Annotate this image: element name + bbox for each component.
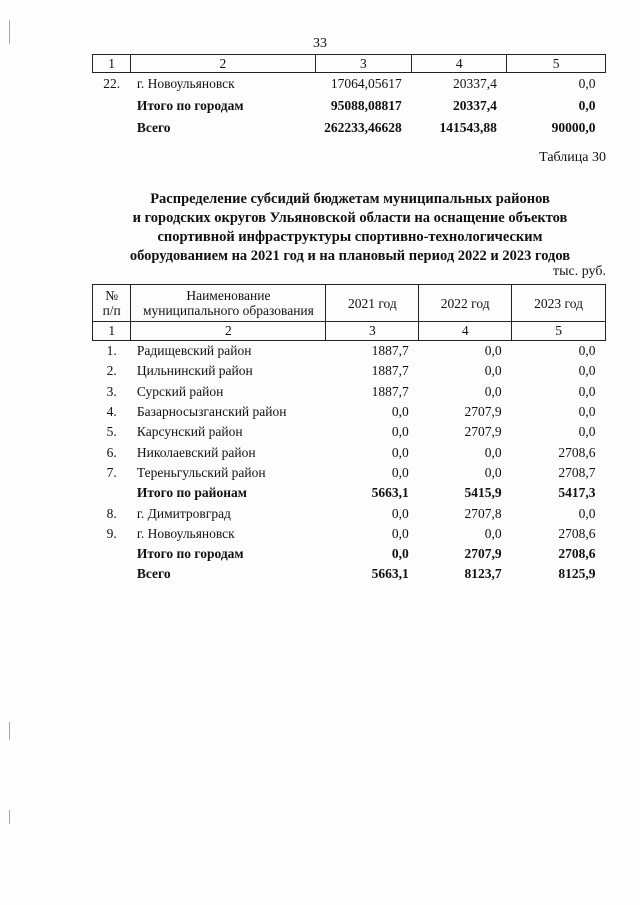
row-value-2023: 2708,6 — [558, 546, 596, 562]
row-name: г. Димитровград — [136, 505, 231, 521]
row-value-2023: 0,0 — [578, 363, 596, 379]
row-name: Всего — [136, 120, 171, 135]
row-name: г. Новоульяновск — [136, 525, 235, 541]
row-value-2021: 0,0 — [391, 464, 409, 480]
index-cell: 2 — [131, 322, 326, 341]
row-value-2021: 5663,1 — [371, 566, 409, 582]
row-name: Радищевский район — [136, 343, 252, 359]
row-value-2023: 2708,7 — [558, 464, 596, 480]
row-value-2022: 2707,9 — [464, 404, 502, 420]
row-value-2021: 17064,05617 — [330, 76, 402, 91]
row-value-2022: 0,0 — [484, 525, 502, 541]
row-name: г. Новоульяновск — [136, 76, 235, 91]
row-value-2023: 5417,3 — [558, 485, 596, 501]
table-total-row — [93, 95, 606, 117]
row-value-2022: 20337,4 — [452, 76, 497, 91]
row-value-2021: 1887,7 — [371, 343, 409, 359]
row-name: Сурский район — [136, 383, 224, 399]
row-value-2023: 0,0 — [578, 505, 596, 521]
subsidy-table — [92, 284, 606, 585]
header-num — [93, 285, 131, 322]
page-number: 33 — [313, 36, 327, 51]
row-name: Николаевский район — [136, 444, 256, 460]
index-cell: 3 — [326, 322, 419, 341]
table-row — [93, 422, 606, 442]
table-row — [93, 463, 606, 483]
table-row — [93, 341, 606, 362]
row-name: Базарносызганский район — [136, 404, 287, 420]
row-value-2022: 0,0 — [484, 464, 502, 480]
row-name: Итого по городам — [136, 546, 244, 562]
table-total-row — [93, 117, 606, 139]
row-value-2022: 0,0 — [484, 444, 502, 460]
row-value-2021: 1887,7 — [371, 383, 409, 399]
table-row — [93, 503, 606, 523]
row-value-2023: 90000,0 — [551, 120, 596, 135]
row-value-2022: 2707,8 — [464, 505, 502, 521]
row-value-2023: 0,0 — [578, 404, 596, 420]
row-value-2021: 95088,08817 — [330, 98, 402, 113]
table-row — [93, 361, 606, 381]
table-index-row — [93, 55, 606, 73]
table-index-row — [93, 322, 606, 341]
row-value-2022: 20337,4 — [452, 98, 497, 113]
row-value-2021: 0,0 — [391, 404, 409, 420]
row-number: 8. — [106, 505, 117, 521]
header-year-2021: 2021 год — [326, 285, 419, 322]
row-number: 3. — [106, 383, 117, 399]
header-name — [131, 285, 326, 322]
row-value-2023: 0,0 — [578, 383, 596, 399]
index-cell: 1 — [93, 322, 131, 341]
row-number — [93, 564, 131, 584]
units-label: тыс. руб. — [553, 264, 606, 279]
row-number — [93, 483, 131, 503]
title-line: оборудованием на 2021 год и на плановый период 2022 и 2023 годов — [129, 248, 571, 264]
row-value-2021: 0,0 — [391, 505, 409, 521]
table-row — [93, 442, 606, 462]
title-line: спортивной инфраструктуры спортивно-технологическим — [157, 229, 543, 245]
index-cell: 5 — [507, 55, 606, 73]
row-number: 6. — [106, 444, 117, 460]
scan-mark — [9, 20, 10, 44]
row-name: Карсунский район — [136, 424, 243, 440]
header-name-line1: Наименование — [186, 288, 271, 303]
row-name: Тереньгульский район — [136, 464, 266, 480]
table-row — [93, 382, 606, 402]
title-line: и городских округов Ульяновской области на оснащение объектов — [132, 210, 568, 226]
table-label: Таблица 30 — [539, 150, 606, 165]
row-number: 5. — [106, 424, 117, 440]
row-value-2021: 0,0 — [391, 424, 409, 440]
row-value-2021: 1887,7 — [371, 363, 409, 379]
row-value-2022: 0,0 — [484, 343, 502, 359]
scan-mark — [9, 722, 10, 740]
index-cell: 3 — [315, 55, 412, 73]
row-value-2021: 262233,46628 — [324, 120, 402, 135]
row-number: 22. — [103, 76, 121, 91]
row-name: Итого по городам — [136, 98, 244, 113]
row-value-2023: 2708,6 — [558, 444, 596, 460]
row-value-2021: 0,0 — [391, 525, 409, 541]
header-year-2022: 2022 год — [419, 285, 512, 322]
table-row — [93, 402, 606, 422]
header-num-line2: п/п — [102, 303, 121, 318]
row-number: 9. — [106, 525, 117, 541]
row-number: 7. — [106, 464, 117, 480]
row-value-2021: 5663,1 — [371, 485, 409, 501]
index-cell: 2 — [131, 55, 315, 73]
index-cell: 4 — [419, 322, 512, 341]
document-title — [60, 190, 640, 266]
row-number — [93, 117, 131, 139]
row-value-2022: 2707,9 — [464, 424, 502, 440]
row-value-2021: 0,0 — [391, 444, 409, 460]
table-total-row — [93, 483, 606, 503]
index-cell: 5 — [512, 322, 606, 341]
row-value-2022: 5415,9 — [464, 485, 502, 501]
row-value-2022: 0,0 — [484, 383, 502, 399]
table-total-row — [93, 564, 606, 584]
row-number — [93, 544, 131, 564]
row-value-2023: 8125,9 — [558, 566, 596, 582]
table-header-row — [93, 285, 606, 322]
title-line: Распределение субсидий бюджетам муниципальных районов — [150, 191, 550, 207]
row-value-2022: 8123,7 — [464, 566, 502, 582]
row-value-2022: 2707,9 — [464, 546, 502, 562]
scan-mark — [9, 810, 10, 824]
row-name: Всего — [136, 566, 171, 582]
table-row — [93, 524, 606, 544]
table-total-row — [93, 544, 606, 564]
index-cell: 1 — [93, 55, 131, 73]
row-value-2023: 0,0 — [578, 98, 596, 113]
continuation-table — [92, 54, 606, 139]
index-cell: 4 — [412, 55, 507, 73]
header-year-2023: 2023 год — [512, 285, 606, 322]
row-value-2023: 0,0 — [578, 424, 596, 440]
row-value-2022: 141543,88 — [439, 120, 497, 135]
row-value-2021: 0,0 — [391, 546, 409, 562]
header-name-line2: муниципального образования — [142, 303, 314, 318]
row-value-2023: 0,0 — [578, 76, 596, 91]
row-number — [93, 95, 131, 117]
row-number: 4. — [106, 404, 117, 420]
row-value-2022: 0,0 — [484, 363, 502, 379]
row-number: 2. — [106, 363, 117, 379]
row-name: Цильнинский район — [136, 363, 253, 379]
header-num-line1: № — [105, 288, 119, 303]
row-number: 1. — [106, 343, 117, 359]
row-value-2023: 0,0 — [578, 343, 596, 359]
row-value-2023: 2708,6 — [558, 525, 596, 541]
table-row — [93, 73, 606, 96]
row-name: Итого по районам — [136, 485, 247, 501]
